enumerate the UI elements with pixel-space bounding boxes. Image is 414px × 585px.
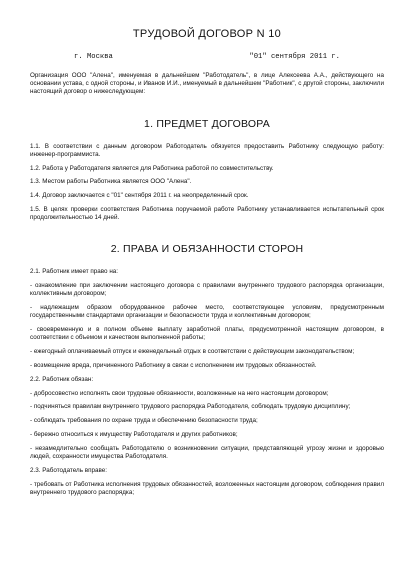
clause-paragraph: - надлежащим образом оборудованное рабочее место, соответствующее условиям, предусмотренным государственными стандартами организации и безопасности труда и коллективным договором; — [30, 304, 384, 320]
section-heading: 2. ПРАВА И ОБЯЗАННОСТИ СТОРОН — [110, 243, 304, 256]
intro-paragraph: Организация ООО "Алена", именуемая в дальнейшем "Работодатель", в лице Алексеева А.А., действующего на основании устава, с одной стороны, и Иванов И.И., именуемый в дальнейшем "Работник", с другой стороны, заключили настоящий договор о нижеследующем: — [30, 72, 384, 96]
clause-paragraph: - незамедлительно сообщать Работодателю о возникновении ситуации, представляющей угрозу жизни и здоровью людей, сохранности имущества Работодателя. — [30, 444, 384, 460]
clause-paragraph: - бережно относиться к имуществу Работодателя и других работников; — [30, 430, 238, 438]
contract-date: "01" сентября 2011 г. — [249, 53, 340, 61]
clause-paragraph: - ежегодный оплачиваемый отпуск и еженедельный отдых в соответствии с действующим законодательством; — [30, 348, 355, 356]
clause-paragraph: - требовать от Работника исполнения трудовых обязанностей, возложенных настоящим договором, соблюдения правил внутреннего трудового распорядка; — [30, 480, 384, 496]
clause-paragraph: 1.1. В соответствии с данным договором Работодатель обязуется предоставить Работнику следующую работу: инженер-программиста. — [30, 142, 384, 158]
section-heading: 1. ПРЕДМЕТ ДОГОВОРА — [144, 117, 270, 130]
clause-paragraph: - возмещение вреда, причиненного Работнику в связи с исполнением им трудовых обязанностей. — [30, 362, 317, 369]
clause-paragraph: 2.1. Работник имеет право на: — [30, 268, 119, 276]
clause-paragraph: - добросовестно исполнять свои трудовые обязанности, возложенные на него настоящим договором; — [30, 389, 329, 397]
clause-paragraph: - соблюдать требования по охране труда и обеспечению безопасности труда; — [30, 417, 258, 425]
clause-paragraph: - подчиняться правилам внутреннего трудового распорядка Работодателя, соблюдать трудовую дисциплину; — [30, 403, 351, 411]
clause-paragraph: 1.3. Местом работы Работника является ООО "Алена". — [30, 178, 192, 186]
clause-paragraph: 2.3. Работодатель вправе: — [30, 466, 108, 474]
place-date-line — [30, 53, 384, 61]
contract-place: г. Москва — [74, 53, 113, 61]
clause-paragraph: - своевременную и в полном объеме выплату заработной платы, предусмотренной настоящим договором, в соответствии с объемом и качеством выполненной работы; — [30, 326, 384, 342]
clause-paragraph: 1.2. Работа у Работодателя является для Работника работой по совместительству. — [30, 164, 274, 172]
clause-paragraph: 1.5. В целях проверки соответствия Работника поручаемой работе Работнику устанавливается испытательный срок продолжительностью 14 дней. — [30, 206, 384, 222]
clause-paragraph: 1.4. Договор заключается с "01" сентября 2011 г. на неопределенный срок. — [30, 192, 249, 200]
clause-paragraph: - ознакомление при заключении настоящего договора с правилами внутреннего трудового распорядка организации, коллективным договором; — [30, 282, 384, 298]
contract-title: ТРУДОВОЙ ДОГОВОР N 10 — [132, 28, 282, 40]
clause-paragraph: 2.2. Работник обязан: — [30, 375, 94, 383]
